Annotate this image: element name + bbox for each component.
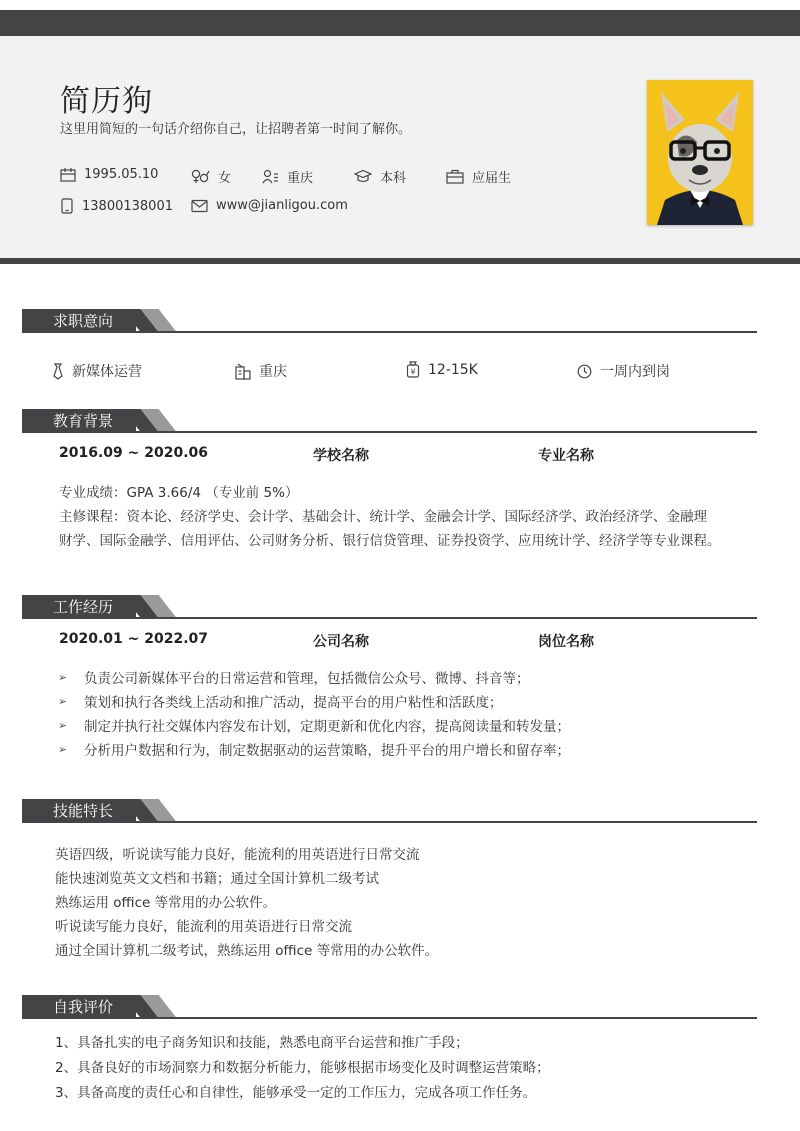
section-title-education: 教育背景 <box>22 409 136 433</box>
intent-arrival-text: 一周内到岗 <box>600 364 670 380</box>
tie-icon <box>52 363 64 380</box>
info-degree <box>354 167 406 186</box>
email: www@jianligou.com <box>216 198 348 213</box>
section-underline <box>22 431 757 433</box>
person-location-icon <box>262 169 279 184</box>
info-gender <box>191 167 231 186</box>
graduation-cap-icon <box>354 169 372 184</box>
info-location <box>262 167 313 186</box>
work-period: 2020.01 ~ 2022.07 <box>59 631 209 647</box>
intent-salary-text: 12-15K <box>428 361 478 378</box>
gender-icon <box>191 169 210 184</box>
work-bullet <box>58 691 503 711</box>
clock-icon <box>577 364 592 379</box>
info-phone <box>60 198 173 214</box>
location: 重庆 <box>287 171 314 186</box>
work-bullet-text: 分析用户数据和行为，制定数据驱动的运营策略，提升平台的用户增长和留存率； <box>84 743 570 759</box>
bullet-arrow-icon: ➢ <box>58 742 68 756</box>
education-major: 专业名称 <box>538 448 594 464</box>
dog-portrait-icon <box>647 80 753 225</box>
building-icon <box>235 363 251 380</box>
work-bullet-text: 策划和执行各类线上活动和推广活动，提高平台的用户粘性和活跃度； <box>84 695 503 711</box>
info-email <box>191 198 348 213</box>
education-line: 专业成绩：GPA 3.66/4 （专业前 5%） <box>59 485 299 501</box>
education-line: 主修课程：资本论、经济学史、会计学、基础会计、统计学、金融会计学、国际经济学、政治经济学、金融理 <box>59 509 707 525</box>
svg-text:¥: ¥ <box>410 367 416 377</box>
work-position: 岗位名称 <box>538 634 594 650</box>
bullet-arrow-icon: ➢ <box>58 718 68 732</box>
profile-photo <box>647 80 753 225</box>
top-bar <box>0 10 800 36</box>
status: 应届生 <box>472 171 512 186</box>
work-bullet-text: 制定并执行社交媒体内容发布计划，定期更新和优化内容，提高阅读量和转发量； <box>84 719 570 735</box>
birth-date: 1995.05.10 <box>84 167 159 182</box>
section-header-education <box>22 409 757 433</box>
skill-line: 通过全国计算机二级考试，熟练运用 office 等常用的办公软件。 <box>55 943 439 959</box>
work-company: 公司名称 <box>313 634 369 650</box>
section-title-skills: 技能特长 <box>22 799 136 823</box>
section-header-skills <box>22 799 757 823</box>
info-birth <box>60 167 158 182</box>
mail-icon <box>191 199 208 213</box>
section-title-self: 自我评价 <box>22 995 136 1019</box>
bullet-arrow-icon: ➢ <box>58 670 68 684</box>
section-title-intent: 求职意向 <box>22 309 136 333</box>
section-underline <box>22 1017 757 1019</box>
intent-city-text: 重庆 <box>259 364 287 380</box>
skill-line: 英语四级，听说读写能力良好，能流利的用英语进行日常交流 <box>55 847 420 863</box>
intent-arrival <box>577 361 670 381</box>
money-bag-icon <box>406 361 420 378</box>
self-line: 2、具备良好的市场洞察力和数据分析能力，能够根据市场变化及时调整运营策略； <box>55 1060 550 1076</box>
degree: 本科 <box>380 171 407 186</box>
section-header-work <box>22 595 757 619</box>
calendar-icon <box>60 167 76 182</box>
work-bullet <box>58 667 530 687</box>
candidate-name: 简历狗 <box>60 84 153 119</box>
header-bottom-bar <box>0 258 800 264</box>
section-title-work: 工作经历 <box>22 595 136 619</box>
skill-line: 熟练运用 office 等常用的办公软件。 <box>55 895 277 911</box>
bullet-arrow-icon: ➢ <box>58 694 68 708</box>
section-header-intent <box>22 309 757 333</box>
education-period: 2016.09 ~ 2020.06 <box>59 445 209 461</box>
skill-line: 听说读写能力良好，能流利的用英语进行日常交流 <box>55 919 352 935</box>
work-bullet <box>58 715 570 735</box>
info-status <box>446 167 511 186</box>
work-bullet <box>58 739 570 759</box>
section-underline <box>22 617 757 619</box>
self-line: 3、具备高度的责任心和自律性，能够承受一定的工作压力，完成各项工作任务。 <box>55 1085 537 1101</box>
intent-salary <box>406 361 478 378</box>
gender: 女 <box>218 171 232 186</box>
education-line: 财学、国际金融学、信用评估、公司财务分析、银行信贷管理、证券投资学、应用统计学、经济学等专业课程。 <box>59 533 721 549</box>
intent-position-text: 新媒体运营 <box>72 364 142 380</box>
self-line: 1、具备扎实的电子商务知识和技能，熟悉电商平台运营和推广手段； <box>55 1035 469 1051</box>
intent-position <box>52 361 142 381</box>
phone-icon <box>60 198 74 214</box>
candidate-intro: 这里用简短的一句话介绍你自己，让招聘者第一时间了解你。 <box>60 122 412 137</box>
briefcase-icon <box>446 169 464 184</box>
work-bullet-text: 负责公司新媒体平台的日常运营和管理，包括微信公众号、微博、抖音等； <box>84 671 530 687</box>
education-school: 学校名称 <box>313 448 369 464</box>
skill-line: 能快速浏览英文文档和书籍；通过全国计算机二级考试 <box>55 871 379 887</box>
section-underline <box>22 331 757 333</box>
section-underline <box>22 821 757 823</box>
phone: 13800138001 <box>82 198 173 214</box>
section-header-self <box>22 995 757 1019</box>
intent-city <box>235 361 287 381</box>
